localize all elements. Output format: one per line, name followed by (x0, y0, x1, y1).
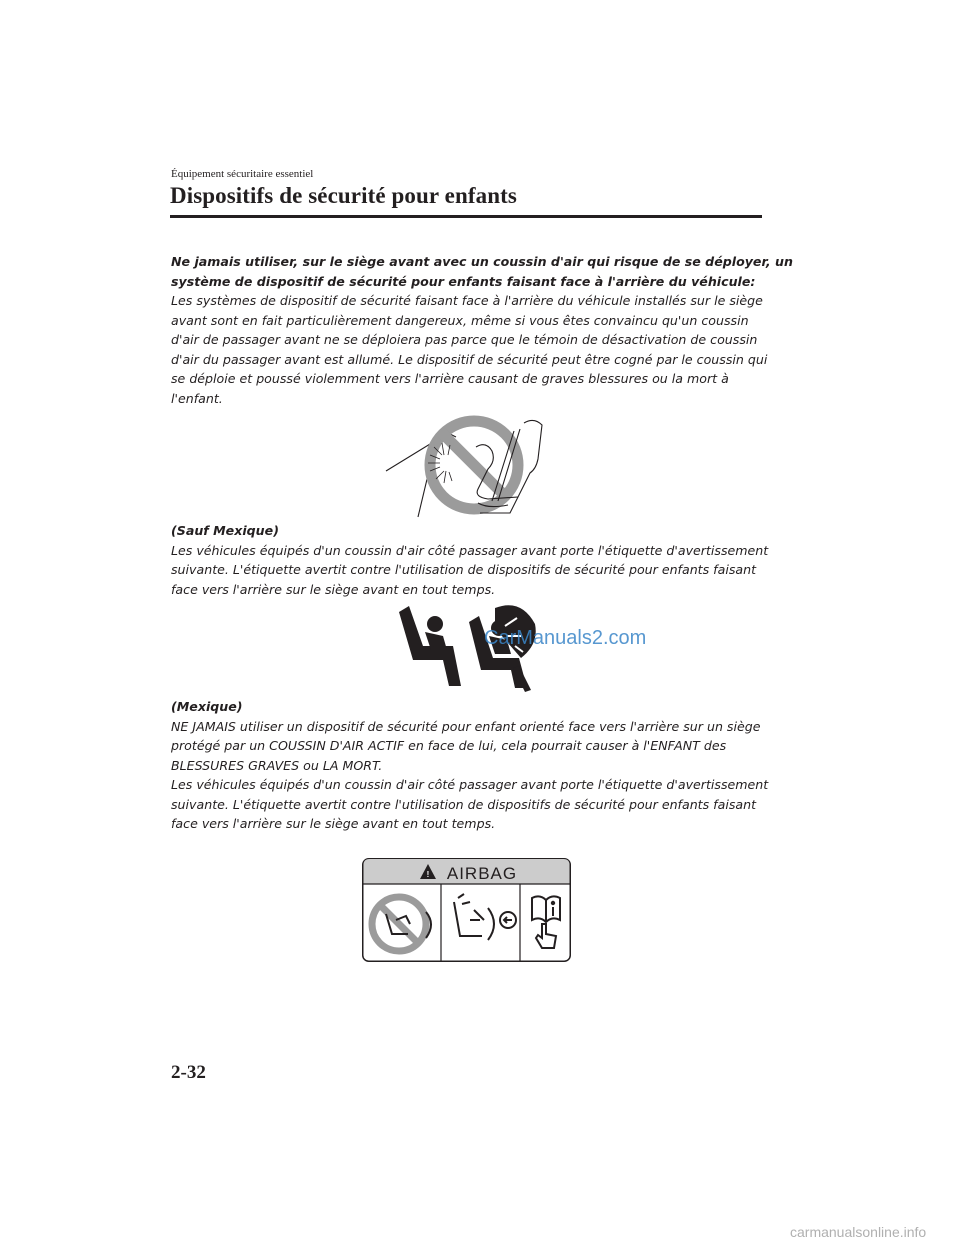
section-title: Équipement sécuritaire essentiel (171, 168, 314, 180)
chapter-title: Dispositifs de sécurité pour enfants (170, 183, 517, 208)
sauf-mexique-body-line: face vers l'arrière sur le siège avant en tout temps. (171, 581, 496, 597)
warning-body-line: Les systèmes de dispositif de sécurité faisant face à l'arrière du véhicule installés sur le siège (171, 293, 763, 308)
warning-heading-line: Ne jamais utiliser, sur le siège avant avec un coussin d'air qui risque de se déployer, un (171, 254, 793, 269)
mexique-body-line: protégé par un COUSSIN D'AIR ACTIF en face de lui, cela pourrait causer à l'ENFANT des (171, 738, 727, 753)
airbag-label-title: AIRBAG (446, 864, 518, 883)
warning-body-line: avant sont en fait particulièrement dangereux, même si vous êtes convaincu qu'un coussin (171, 312, 749, 328)
mexique-body-line: BLESSURES GRAVES ou LA MORT. (171, 757, 383, 773)
warning-body-line: se déploie et poussé violemment vers l'arrière causant de graves blessures ou la mort à (171, 371, 729, 386)
mexique-paragraph (171, 697, 769, 834)
sauf-mexique-body-line: suivante. L'étiquette avertit contre l'utilisation de dispositifs de sécurité pour enfants faisant (171, 562, 757, 577)
mexique-body-line: Les véhicules équipés d'un coussin d'air côté passager avant porte l'étiquette d'avertissement (171, 777, 769, 792)
header-rule (170, 215, 762, 218)
svg-text:!: ! (426, 870, 430, 879)
warning-paragraph (171, 252, 793, 408)
mexique-body-line: face vers l'arrière sur le siège avant en tout temps. (171, 816, 496, 831)
sauf-mexique-paragraph (171, 521, 769, 599)
mexique-heading: (Mexique) (171, 699, 243, 714)
mexique-body-line: NE JAMAIS utiliser un dispositif de sécurité pour enfant orienté face vers l'arrière sur un siège (171, 718, 761, 734)
warning-body-line: d'air du passager avant est allumé. Le dispositif de sécurité peut être cogné par le coussin qui (171, 351, 768, 367)
watermark-carmanuals2: CarManuals2.com (484, 627, 647, 649)
sauf-mexique-body-line: Les véhicules équipés d'un coussin d'air côté passager avant porte l'étiquette d'avertissement (171, 542, 769, 558)
watermark-footer: carmanualsonline.info (790, 1224, 927, 1240)
warning-body-line: l'enfant. (171, 390, 223, 406)
sauf-mexique-heading: (Sauf Mexique) (171, 523, 279, 538)
page-number: 2-32 (171, 1062, 206, 1083)
mexique-body-line: suivante. L'étiquette avertit contre l'utilisation de dispositifs de sécurité pour enfants faisant (171, 796, 757, 812)
airbag-warning-label (362, 858, 571, 962)
warning-heading-line: système de dispositif de sécurité pour enfants faisant face à l'arrière du véhicule: (171, 273, 756, 289)
warning-body-line: d'air de passager avant ne se déploiera pas parce que le témoin de désactivation de coussin (171, 332, 758, 347)
rear-facing-seat-prohibited-illustration (378, 403, 550, 521)
